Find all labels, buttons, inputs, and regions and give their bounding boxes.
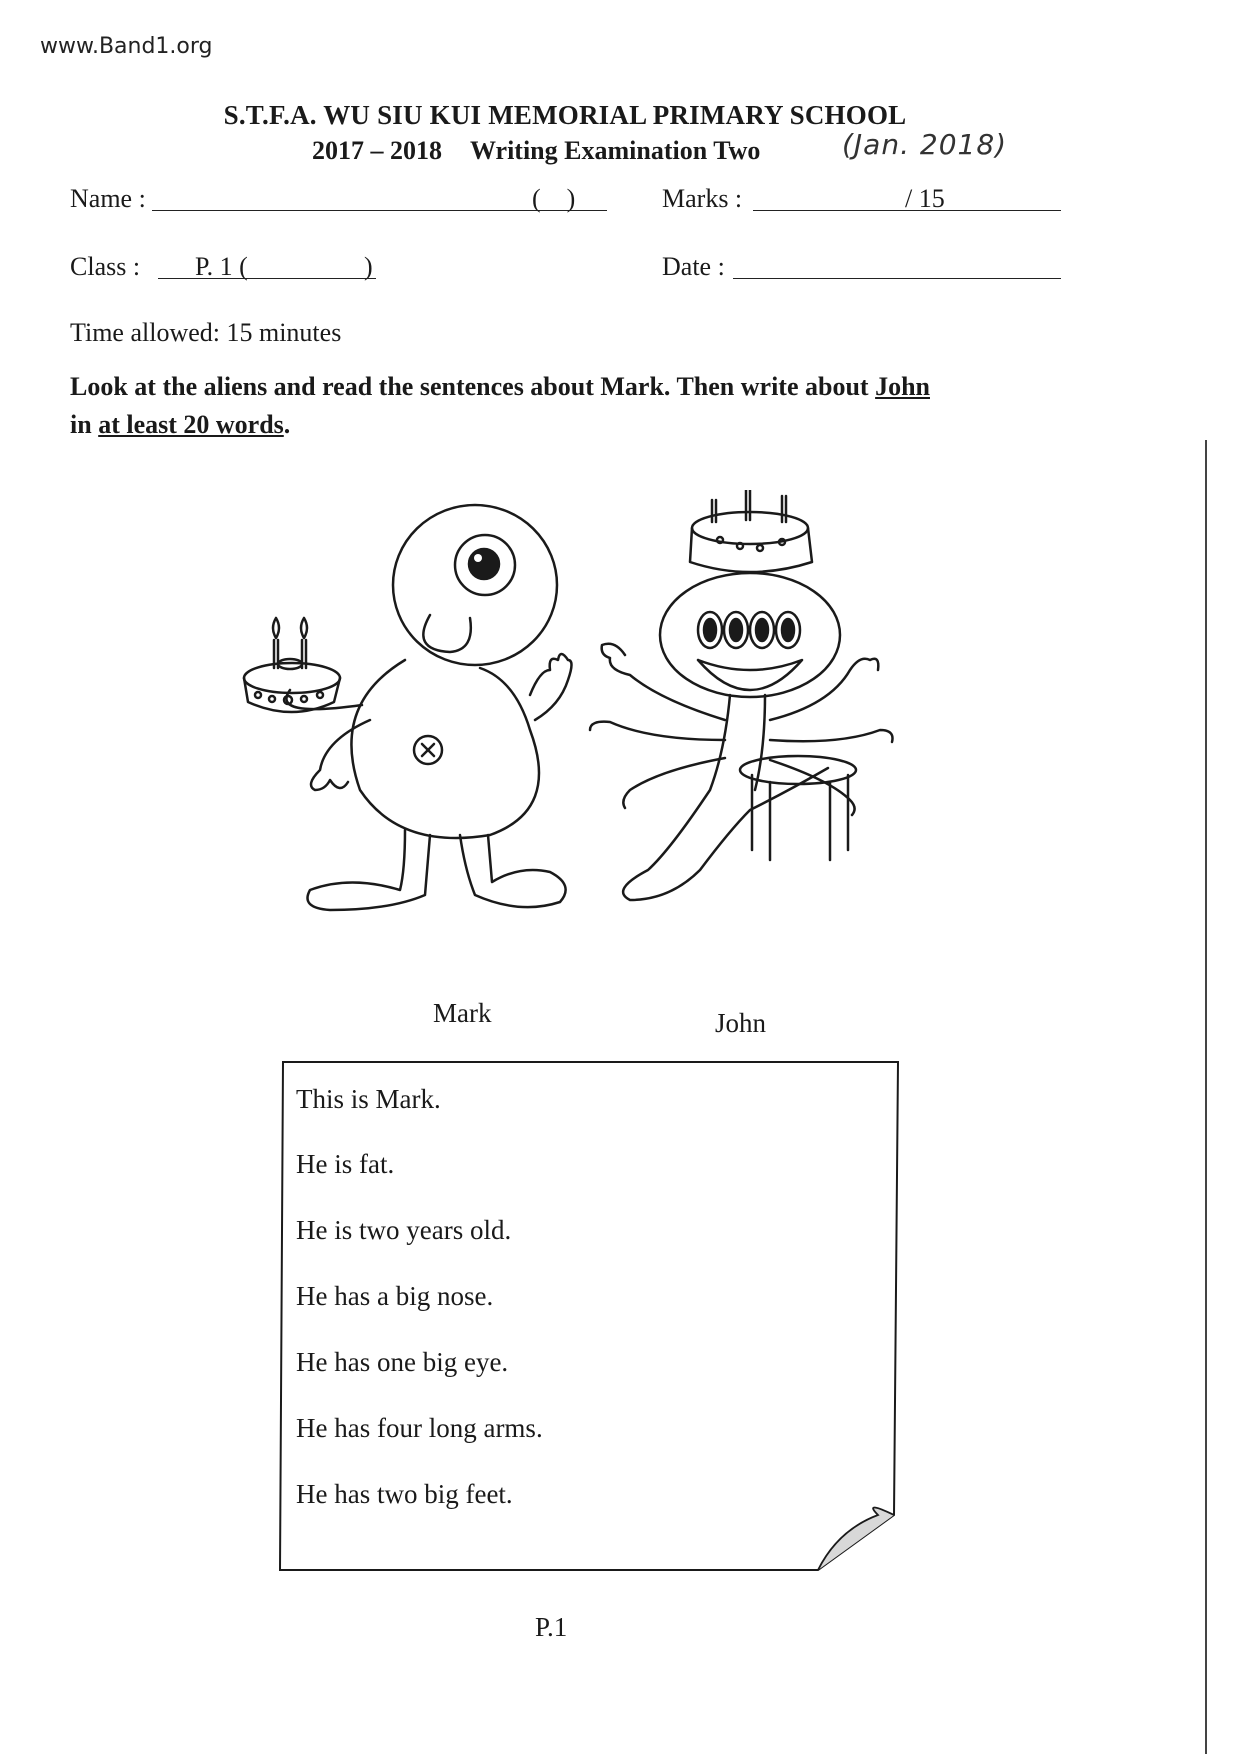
exam-name: Writing Examination Two xyxy=(470,136,761,165)
note-line: He has a big nose. xyxy=(296,1281,494,1311)
caption-mark: Mark xyxy=(433,998,492,1028)
instruction-john: John xyxy=(875,372,930,401)
note-line: He is fat. xyxy=(296,1149,395,1179)
marks-total: / 15 xyxy=(905,184,945,213)
instruction-text-2: in xyxy=(70,410,99,439)
note-line: He has four long arms. xyxy=(296,1413,543,1443)
marks-label: Marks : xyxy=(662,184,743,213)
mark-cake-icon xyxy=(244,618,340,712)
name-number-bracket: ( ) xyxy=(532,184,576,213)
school-name: S.T.F.A. WU SIU KUI MEMORIAL PRIMARY SCHOOL xyxy=(223,100,907,130)
mark-description-note xyxy=(278,1060,900,1573)
exam-year: 2017 – 2018 xyxy=(312,136,442,165)
date-label: Date : xyxy=(662,252,725,281)
aliens-illustration xyxy=(230,490,910,990)
class-bracket-close: ) xyxy=(364,252,373,281)
class-label: Class : xyxy=(70,252,141,281)
class-value: P. 1 ( xyxy=(195,252,248,281)
watermark-url: www.Band1.org xyxy=(40,34,213,59)
scan-edge-line xyxy=(1205,440,1207,1754)
mark-alien-drawing xyxy=(286,505,571,910)
instruction-word-count: at least 20 words xyxy=(98,410,284,439)
class-field[interactable] xyxy=(158,278,376,279)
note-line: He is two years old. xyxy=(296,1215,512,1245)
note-line: He has two big feet. xyxy=(296,1479,513,1509)
note-line: He has one big eye. xyxy=(296,1347,509,1377)
john-cake-icon xyxy=(690,490,812,572)
handwritten-date-note: (Jan. 2018) xyxy=(842,128,1008,161)
page-number: P.1 xyxy=(535,1612,568,1642)
exam-title xyxy=(312,136,760,166)
caption-john: John xyxy=(715,1008,767,1038)
instruction-text-3: . xyxy=(283,410,291,439)
time-allowed: Time allowed: 15 minutes xyxy=(70,318,342,347)
name-label: Name : xyxy=(70,184,146,213)
note-line: This is Mark. xyxy=(296,1084,441,1114)
instruction-text-1: Look at the aliens and read the sentences about Mark. Then write about xyxy=(70,372,876,401)
instructions xyxy=(70,368,1070,444)
john-alien-drawing xyxy=(590,573,893,900)
date-field[interactable] xyxy=(733,278,1061,279)
